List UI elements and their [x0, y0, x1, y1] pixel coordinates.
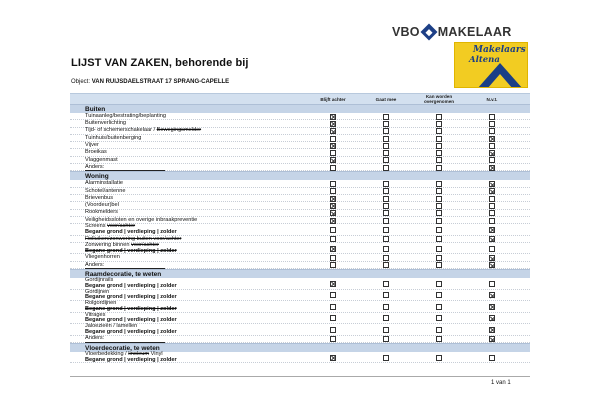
row-label: [85, 136, 141, 142]
checkbox-gaat-mee[interactable]: [383, 236, 389, 242]
checkbox-gaat-mee[interactable]: [383, 165, 389, 171]
row-text-part: Tuinaanleg/bestrating/beplanting: [85, 112, 166, 119]
checkbox-nvt[interactable]: [489, 150, 495, 156]
row-text-part: Begane grond | verdieping | zolder: [85, 317, 177, 324]
checklist-row: [70, 262, 530, 269]
row-text-part: Gordijnrails: [85, 277, 114, 284]
checkbox-kan-worden-overgenomen[interactable]: [436, 227, 442, 233]
checkbox-gaat-mee[interactable]: [383, 128, 389, 134]
col-nvt: N.v.t.: [486, 97, 498, 102]
checkbox-kan-worden-overgenomen[interactable]: [436, 218, 442, 224]
checkbox-nvt[interactable]: [489, 281, 495, 287]
checkbox-blijft-achter[interactable]: [330, 327, 336, 333]
row-label: [85, 121, 126, 127]
object-line: [71, 79, 229, 85]
checkbox-kan-worden-overgenomen[interactable]: [436, 203, 442, 209]
row-label: [85, 158, 118, 164]
row-text-part: Screens: [85, 223, 108, 230]
col-kan-worden-overgenomen: Kan worden overgenomen: [423, 94, 455, 104]
row-text-part: Alarminstallatie: [85, 180, 123, 187]
checkbox-blijft-achter[interactable]: [330, 203, 336, 209]
checkbox-blijft-achter[interactable]: [330, 236, 336, 242]
checklist-row: [70, 157, 530, 164]
checkbox-blijft-achter[interactable]: [330, 255, 336, 261]
row-text-part: Vitrages: [85, 311, 106, 318]
checkbox-gaat-mee[interactable]: [383, 188, 389, 194]
checkbox-kan-worden-overgenomen[interactable]: [436, 165, 442, 171]
checkbox-kan-worden-overgenomen[interactable]: [436, 121, 442, 127]
checkbox-nvt[interactable]: [489, 336, 495, 342]
row-label: [85, 150, 107, 156]
section-header: Woning: [70, 171, 530, 180]
row-text-part: Begane grond | verdieping | zolder: [85, 328, 177, 335]
checkbox-gaat-mee[interactable]: [383, 136, 389, 142]
brand-makelaar-text: MAKELAAR: [437, 25, 512, 39]
row-label: [85, 203, 119, 209]
checkbox-gaat-mee[interactable]: [383, 157, 389, 163]
checkbox-kan-worden-overgenomen[interactable]: [436, 246, 442, 252]
checklist-row: [70, 149, 530, 156]
checkbox-blijft-achter[interactable]: [330, 315, 336, 321]
row-text-part: Vijver: [85, 142, 99, 149]
checkbox-nvt[interactable]: [489, 315, 495, 321]
row-label: [85, 181, 123, 187]
checkbox-blijft-achter[interactable]: [330, 292, 336, 298]
vbo-diamond-icon: [420, 24, 437, 41]
row-text-part: Anders:: [85, 335, 105, 342]
row-text-part: Begane grond | verdieping | zolder: [85, 305, 177, 312]
row-text-part: Gordijnen: [85, 288, 110, 295]
row-text-part: Anders:: [85, 163, 105, 170]
row-label: [85, 196, 113, 202]
checklist-row: [70, 352, 530, 364]
checkbox-gaat-mee[interactable]: [383, 143, 389, 149]
row-text-part: Zonwering binnen: [85, 242, 132, 249]
checklist-row: [70, 290, 530, 302]
row-floor-options: [85, 358, 177, 364]
checkbox-nvt[interactable]: [489, 255, 495, 261]
checklist-row: [70, 243, 530, 255]
object-label: Object:: [71, 79, 91, 85]
checklist-row: [70, 254, 530, 261]
row-text-part: Begane grond | verdieping | zolder: [85, 228, 177, 235]
checkbox-gaat-mee[interactable]: [383, 262, 389, 268]
checkbox-blijft-achter[interactable]: [330, 165, 336, 171]
checkbox-nvt[interactable]: [489, 203, 495, 209]
checklist-row: [70, 113, 530, 120]
checklist-row: [70, 180, 530, 187]
anders-fill-line: [85, 268, 165, 269]
checkbox-gaat-mee[interactable]: [383, 355, 389, 361]
col-gaat-mee: Gaat mee: [375, 97, 397, 102]
section-header: Raamdecoratie, te weten: [70, 269, 530, 278]
checklist-row: [70, 336, 530, 343]
checkbox-gaat-mee[interactable]: [383, 203, 389, 209]
row-text-part: Vliegenhorren: [85, 254, 120, 261]
checkbox-blijft-achter[interactable]: [330, 181, 336, 187]
checkbox-nvt[interactable]: [489, 165, 495, 171]
row-text-part: Begane grond | verdieping | zolder: [85, 282, 177, 289]
checkbox-kan-worden-overgenomen[interactable]: [436, 210, 442, 216]
checkbox-gaat-mee[interactable]: [383, 121, 389, 127]
checkbox-kan-worden-overgenomen[interactable]: [436, 150, 442, 156]
brand-vbo-text: VBO: [392, 25, 420, 39]
checkbox-kan-worden-overgenomen[interactable]: [436, 315, 442, 321]
checkbox-kan-worden-overgenomen[interactable]: [436, 157, 442, 163]
table-header: [70, 93, 530, 104]
checkbox-kan-worden-overgenomen[interactable]: [436, 181, 442, 187]
row-label: [85, 189, 125, 195]
section-header: Buiten: [70, 104, 530, 113]
row-text-part: Tijd- of schemerschakelaar /: [85, 127, 157, 134]
checkbox-kan-worden-overgenomen[interactable]: [436, 355, 442, 361]
checkbox-kan-worden-overgenomen[interactable]: [436, 128, 442, 134]
anders-fill-line: [85, 342, 165, 343]
checkbox-nvt[interactable]: [489, 292, 495, 298]
checkbox-kan-worden-overgenomen[interactable]: [436, 114, 442, 120]
checkbox-gaat-mee[interactable]: [383, 196, 389, 202]
checkbox-gaat-mee[interactable]: [383, 218, 389, 224]
checkbox-nvt[interactable]: [489, 114, 495, 120]
row-text-part: Vinyl: [149, 351, 163, 358]
row-text-part: voor/achter: [107, 223, 136, 230]
checkbox-nvt[interactable]: [489, 218, 495, 224]
checklist-row: [70, 202, 530, 209]
page-counter: 1 van 1: [491, 380, 511, 386]
row-text-part: Bewegingsmelder: [156, 127, 202, 134]
checklist-row: [70, 135, 530, 142]
checkbox-nvt[interactable]: [489, 196, 495, 202]
checklist-row: [70, 128, 530, 135]
checkbox-blijft-achter[interactable]: [330, 218, 336, 224]
row-text-part: Brievenbus: [85, 194, 113, 201]
checkbox-nvt[interactable]: [489, 236, 495, 242]
checkbox-nvt[interactable]: [489, 304, 495, 310]
row-text-part: Jaloezieën / lamellen: [85, 323, 138, 330]
checkbox-kan-worden-overgenomen[interactable]: [436, 262, 442, 268]
checkbox-gaat-mee[interactable]: [383, 246, 389, 252]
col-blijft-achter: Blijft achter: [320, 97, 346, 102]
row-label: [85, 143, 99, 149]
checkbox-gaat-mee[interactable]: [383, 227, 389, 233]
logo-line2: Altena: [469, 55, 500, 65]
checkbox-nvt[interactable]: [489, 210, 495, 216]
checkbox-nvt[interactable]: [489, 262, 495, 268]
row-text-part: voor/achter: [131, 242, 160, 249]
checkbox-nvt[interactable]: [489, 188, 495, 194]
checkbox-gaat-mee[interactable]: [383, 181, 389, 187]
row-text-part: Anders:: [85, 261, 105, 268]
row-text-part: Vloerbedekking /: [85, 351, 129, 358]
checkbox-blijft-achter[interactable]: [330, 114, 336, 120]
checkbox-kan-worden-overgenomen[interactable]: [436, 255, 442, 261]
checkbox-blijft-achter[interactable]: [330, 246, 336, 252]
checklist-row: [70, 313, 530, 325]
row-text-part: Veiligheidssloten en overige inbraakpreventie: [85, 216, 198, 223]
checkbox-blijft-achter[interactable]: [330, 157, 336, 163]
checkbox-gaat-mee[interactable]: [383, 281, 389, 287]
row-text-part: Begane grond | verdieping | zolder: [85, 247, 177, 254]
checkbox-gaat-mee[interactable]: [383, 150, 389, 156]
checkbox-blijft-achter[interactable]: [330, 262, 336, 268]
checklist-table: [70, 93, 530, 363]
row-text-part: Rookmelders: [85, 209, 118, 216]
row-text-part: (Voordeur)bel: [85, 202, 119, 209]
checklist-row: [70, 301, 530, 313]
checkbox-nvt[interactable]: [489, 157, 495, 163]
checkbox-kan-worden-overgenomen[interactable]: [436, 143, 442, 149]
checkbox-gaat-mee[interactable]: [383, 336, 389, 342]
checkbox-nvt[interactable]: [489, 355, 495, 361]
row-text-part: Begane grond | verdieping | zolder: [85, 356, 177, 363]
row-text-part: Rolgordijnen: [85, 300, 117, 307]
checkbox-blijft-achter[interactable]: [330, 281, 336, 287]
checklist-row: [70, 142, 530, 149]
checkbox-nvt[interactable]: [489, 181, 495, 187]
checkbox-gaat-mee[interactable]: [383, 292, 389, 298]
checkbox-blijft-achter[interactable]: [330, 121, 336, 127]
row-text-part: Buitenverlichting: [85, 120, 127, 127]
checkbox-blijft-achter[interactable]: [330, 136, 336, 142]
checkbox-blijft-achter[interactable]: [330, 128, 336, 134]
row-label: [85, 114, 166, 120]
checkbox-kan-worden-overgenomen[interactable]: [436, 336, 442, 342]
row-label: [85, 128, 201, 134]
checklist-row: [70, 195, 530, 202]
checkbox-nvt[interactable]: [489, 136, 495, 142]
row-text-part: Schotel/antenne: [85, 187, 126, 194]
checkbox-nvt[interactable]: [489, 246, 495, 252]
checklist-row: [70, 224, 530, 236]
checkbox-kan-worden-overgenomen[interactable]: [436, 304, 442, 310]
checkbox-nvt[interactable]: [489, 143, 495, 149]
row-text-part: Rolluiken/zonwering buiten voor/achter: [85, 235, 182, 242]
row-text-part: Begane grond | verdieping | zolder: [85, 294, 177, 301]
section-header: Vloerdecoratie, te weten: [70, 343, 530, 352]
row-label: [85, 210, 118, 216]
checkbox-gaat-mee[interactable]: [383, 255, 389, 261]
checkbox-kan-worden-overgenomen[interactable]: [436, 136, 442, 142]
vbo-brand: [392, 22, 512, 42]
logo-line1: Makelaars: [473, 45, 526, 55]
checkbox-kan-worden-overgenomen[interactable]: [436, 281, 442, 287]
makelaars-altena-logo: [454, 42, 528, 88]
checkbox-nvt[interactable]: [489, 128, 495, 134]
checklist-row: [70, 188, 530, 195]
checkbox-blijft-achter[interactable]: [330, 355, 336, 361]
checkbox-kan-worden-overgenomen[interactable]: [436, 292, 442, 298]
object-value: VAN RUIJSDAELSTRAAT 17 SPRANG-CAPELLE: [91, 79, 230, 85]
checkbox-blijft-achter[interactable]: [330, 336, 336, 342]
checkbox-gaat-mee[interactable]: [383, 315, 389, 321]
row-text-part: Vlaggenmast: [85, 156, 118, 163]
checkbox-nvt[interactable]: [489, 327, 495, 333]
row-label: [85, 255, 120, 261]
anders-fill-line: [85, 170, 165, 171]
checkbox-kan-worden-overgenomen[interactable]: [436, 188, 442, 194]
checkbox-gaat-mee[interactable]: [383, 114, 389, 120]
checklist-row: [70, 278, 530, 290]
checklist-row: [70, 217, 530, 224]
checkbox-gaat-mee[interactable]: [383, 210, 389, 216]
checklist-row: [70, 164, 530, 171]
checklist-row: [70, 210, 530, 217]
row-text-part: Broeikas: [85, 149, 107, 156]
page-title: LIJST VAN ZAKEN, behorende bij: [71, 57, 249, 69]
footer-divider: [70, 376, 530, 377]
checkbox-kan-worden-overgenomen[interactable]: [436, 327, 442, 333]
checkbox-blijft-achter[interactable]: [330, 143, 336, 149]
checkbox-blijft-achter[interactable]: [330, 196, 336, 202]
checkbox-gaat-mee[interactable]: [383, 304, 389, 310]
checkbox-blijft-achter[interactable]: [330, 188, 336, 194]
checkbox-nvt[interactable]: [489, 227, 495, 233]
checkbox-nvt[interactable]: [489, 121, 495, 127]
checkbox-kan-worden-overgenomen[interactable]: [436, 236, 442, 242]
checkbox-blijft-achter[interactable]: [330, 210, 336, 216]
checkbox-blijft-achter[interactable]: [330, 150, 336, 156]
checklist-row: [70, 120, 530, 127]
checkbox-gaat-mee[interactable]: [383, 327, 389, 333]
checklist-row: [70, 324, 530, 336]
row-text-part: linoleum: [128, 351, 150, 358]
checkbox-blijft-achter[interactable]: [330, 304, 336, 310]
row-text-part: Tuinhuis/buitenberging: [85, 134, 142, 141]
checkbox-blijft-achter[interactable]: [330, 227, 336, 233]
checkbox-kan-worden-overgenomen[interactable]: [436, 196, 442, 202]
